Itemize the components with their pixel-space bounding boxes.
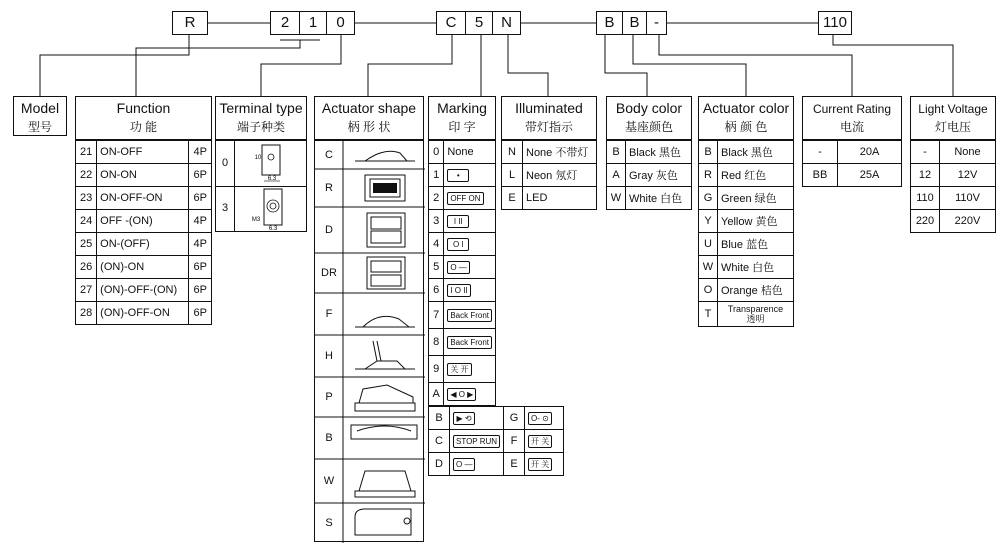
current-rating-header xyxy=(802,96,902,140)
code-cell: N xyxy=(492,11,521,35)
marking-icon: ◀ O ▶ xyxy=(447,388,476,401)
code-cell: C xyxy=(436,11,466,35)
actuator-color-code: W xyxy=(699,256,718,279)
current-rating-code: - xyxy=(803,141,838,164)
marking-icon: OFF ON xyxy=(447,192,483,205)
terminal-dim: 6.3 xyxy=(268,226,278,231)
actuator-color-label: Black 黑色 xyxy=(718,141,794,164)
actuator-color-code: G xyxy=(699,187,718,210)
function-title: Function xyxy=(116,100,171,116)
table-row xyxy=(607,164,692,187)
function-pins: 4P xyxy=(189,233,212,256)
light-voltage-code: - xyxy=(911,141,940,164)
marking-pairs-table xyxy=(428,406,564,476)
actuator-shape-header xyxy=(314,96,424,140)
actuator-color-label: White 白色 xyxy=(718,256,794,279)
current-rating-code: BB xyxy=(803,164,838,187)
light-voltage-label: 12V xyxy=(940,164,996,187)
table-row xyxy=(429,453,564,476)
table-row xyxy=(607,187,692,210)
function-pins: 6P xyxy=(189,256,212,279)
function-name: ON-OFF xyxy=(97,141,189,164)
actuator-color-title-zh: 柄 颜 色 xyxy=(724,120,768,134)
actuator-color-label: Yellow 黄色 xyxy=(718,210,794,233)
light-voltage-table xyxy=(910,140,996,233)
function-code: 24 xyxy=(76,210,97,233)
light-voltage-label: 110V xyxy=(940,187,996,210)
illuminated-header xyxy=(501,96,597,140)
light-voltage-code: 12 xyxy=(911,164,940,187)
body-color-table xyxy=(606,140,692,210)
actuator-color-label: Blue 蓝色 xyxy=(718,233,794,256)
model-header xyxy=(13,96,67,136)
actuator-color-code: B xyxy=(699,141,718,164)
actuator-color-code: O xyxy=(699,279,718,302)
terminal-dim: 10 xyxy=(254,155,262,161)
illuminated-code: E xyxy=(502,187,523,210)
marking-icon: 开 关 xyxy=(528,435,552,448)
illuminated-label: None 不带灯 xyxy=(523,141,597,164)
table-row xyxy=(502,141,597,164)
body-color-header xyxy=(606,96,692,140)
table-row xyxy=(699,302,794,327)
marking-code: E xyxy=(504,453,525,476)
body-color-title: Body color xyxy=(615,100,683,116)
shape-code: P xyxy=(325,391,333,403)
function-pins: 4P xyxy=(189,210,212,233)
shape-code: D xyxy=(325,224,333,236)
light-voltage-code: 220 xyxy=(911,210,940,233)
table-row xyxy=(429,233,496,256)
table-row xyxy=(911,164,996,187)
current-rating-title-zh: 电流 xyxy=(839,120,864,134)
table-row xyxy=(502,164,597,187)
terminal-header xyxy=(215,96,307,140)
body-color-code: B xyxy=(607,141,626,164)
terminal-code: 0 xyxy=(216,141,235,187)
current-rating-label: 20A xyxy=(838,141,902,164)
function-pins: 6P xyxy=(189,279,212,302)
code-cell: R xyxy=(172,11,208,35)
table-row xyxy=(911,187,996,210)
marking-icon: I O II xyxy=(447,284,470,297)
body-color-label: Gray 灰色 xyxy=(626,164,692,187)
table-row xyxy=(76,279,212,302)
marking-code: 1 xyxy=(429,164,444,187)
function-name: ON-OFF-ON xyxy=(97,187,189,210)
table-row xyxy=(429,383,496,406)
actuator-shape-title-zh: 柄 形 状 xyxy=(347,120,391,134)
function-code: 23 xyxy=(76,187,97,210)
light-voltage-code: 110 xyxy=(911,187,940,210)
table-row xyxy=(429,210,496,233)
shape-code: R xyxy=(325,182,333,194)
function-header xyxy=(75,96,212,140)
light-voltage-label: None xyxy=(940,141,996,164)
table-row xyxy=(699,256,794,279)
code-cell: 5 xyxy=(465,11,493,35)
function-code: 22 xyxy=(76,164,97,187)
table-row xyxy=(607,141,692,164)
marking-code: 5 xyxy=(429,256,444,279)
table-row xyxy=(76,233,212,256)
marking-icon: O I xyxy=(447,238,469,251)
actuator-color-code: R xyxy=(699,164,718,187)
marking-header xyxy=(428,96,496,140)
table-row xyxy=(76,302,212,325)
function-name: ON-(OFF) xyxy=(97,233,189,256)
body-color-title-zh: 基座颜色 xyxy=(624,120,673,134)
table-row xyxy=(699,164,794,187)
table-row xyxy=(699,233,794,256)
function-code: 28 xyxy=(76,302,97,325)
code-cell: - xyxy=(646,11,667,35)
actuator-color-label-zh: 透明 xyxy=(746,314,765,324)
actuator-color-code: U xyxy=(699,233,718,256)
function-pins: 6P xyxy=(189,302,212,325)
terminal-dim: 6.3 xyxy=(267,176,277,182)
function-name: ON-ON xyxy=(97,164,189,187)
shape-code: DR xyxy=(321,267,337,279)
table-row xyxy=(429,302,496,329)
terminal-dim: M3 xyxy=(251,217,261,223)
actuator-shape-title: Actuator shape xyxy=(321,100,417,116)
table-row xyxy=(429,430,564,453)
marking-icon: 开 关 xyxy=(528,458,552,471)
function-pins: 6P xyxy=(189,187,212,210)
actuator-color-label: Transparence xyxy=(727,304,784,314)
table-row xyxy=(429,329,496,356)
light-voltage-title-zh: 灯电压 xyxy=(934,120,971,134)
marking-code: F xyxy=(504,430,525,453)
actuator-color-label: Orange 桔色 xyxy=(718,279,794,302)
body-color-code: W xyxy=(607,187,626,210)
function-pins: 4P xyxy=(189,141,212,164)
marking-code: D xyxy=(429,453,450,476)
marking-code: 6 xyxy=(429,279,444,302)
shape-code: B xyxy=(325,432,333,444)
marking-code: 7 xyxy=(429,302,444,329)
light-voltage-label: 220V xyxy=(940,210,996,233)
table-row xyxy=(502,187,597,210)
code-cell: B xyxy=(596,11,623,35)
model-title-zh: 型号 xyxy=(27,120,52,134)
function-name: (ON)-OFF-ON xyxy=(97,302,189,325)
marking-code: 4 xyxy=(429,233,444,256)
model-title: Model xyxy=(20,100,60,116)
table-row xyxy=(429,187,496,210)
marking-code: G xyxy=(504,407,525,430)
marking-code: 9 xyxy=(429,356,444,383)
current-rating-title: Current Rating xyxy=(812,102,892,116)
illuminated-label: LED xyxy=(523,187,597,210)
actuator-color-title: Actuator color xyxy=(702,100,790,116)
terminal-drawing-3 xyxy=(234,186,306,231)
function-code: 25 xyxy=(76,233,97,256)
marking-icon: • xyxy=(447,169,469,182)
function-pins: 6P xyxy=(189,164,212,187)
light-voltage-header xyxy=(910,96,996,140)
table-row xyxy=(699,187,794,210)
actuator-color-code: Y xyxy=(699,210,718,233)
code-cell: 2 xyxy=(270,11,300,35)
table-row xyxy=(76,256,212,279)
body-color-label: White 白色 xyxy=(626,187,692,210)
code-cell: 0 xyxy=(326,11,355,35)
shape-code: C xyxy=(325,149,333,161)
marking-code: B xyxy=(429,407,450,430)
shape-code: S xyxy=(325,517,333,529)
shape-code: F xyxy=(325,308,333,320)
function-title-zh: 功 能 xyxy=(129,120,158,134)
marking-title: Marking xyxy=(437,100,487,116)
marking-code: 0 xyxy=(429,141,444,164)
function-name: (ON)-ON xyxy=(97,256,189,279)
table-row xyxy=(76,187,212,210)
actuator-color-header xyxy=(698,96,794,140)
function-code: 27 xyxy=(76,279,97,302)
body-color-code: A xyxy=(607,164,626,187)
illuminated-table xyxy=(501,140,597,210)
marking-code: C xyxy=(429,430,450,453)
function-code: 26 xyxy=(76,256,97,279)
current-rating-label: 25A xyxy=(838,164,902,187)
function-name: OFF -(ON) xyxy=(97,210,189,233)
terminal-drawing-0 xyxy=(234,141,306,187)
marking-icon: ▶ ⟲ xyxy=(453,412,475,425)
shape-code: H xyxy=(325,350,333,362)
actuator-color-code: T xyxy=(699,302,718,327)
marking-icon: 关 开 xyxy=(447,363,471,376)
table-row xyxy=(429,141,496,164)
code-cell: 1 xyxy=(299,11,327,35)
table-row xyxy=(803,141,902,164)
marking-icon: Back Front xyxy=(447,309,492,322)
marking-table xyxy=(428,140,496,406)
table-row xyxy=(911,210,996,233)
body-color-label: Black 黑色 xyxy=(626,141,692,164)
function-code: 21 xyxy=(76,141,97,164)
marking-code: A xyxy=(429,383,444,406)
marking-code: 3 xyxy=(429,210,444,233)
marking-icon: O — xyxy=(453,458,475,471)
table-row xyxy=(76,141,212,164)
marking-code: 2 xyxy=(429,187,444,210)
table-row xyxy=(429,279,496,302)
terminal-title-zh: 端子种类 xyxy=(236,120,285,134)
table-row xyxy=(76,210,212,233)
illuminated-title: Illuminated xyxy=(515,100,583,116)
illuminated-title-zh: 带灯指示 xyxy=(524,120,573,134)
table-row xyxy=(699,279,794,302)
terminal-code: 3 xyxy=(216,186,235,231)
code-cell: B xyxy=(622,11,647,35)
illuminated-label: Neon 氖灯 xyxy=(523,164,597,187)
actuator-shape-table xyxy=(314,140,424,542)
current-rating-table xyxy=(802,140,902,187)
table-row xyxy=(699,141,794,164)
illuminated-code: L xyxy=(502,164,523,187)
terminal-title: Terminal type xyxy=(219,100,303,116)
table-row xyxy=(429,164,496,187)
marking-icon: Back Front xyxy=(447,336,492,349)
marking-icon: STOP RUN xyxy=(453,435,500,448)
function-name: (ON)-OFF-(ON) xyxy=(97,279,189,302)
marking-icon: O — xyxy=(447,261,469,274)
marking-code: 8 xyxy=(429,329,444,356)
table-row xyxy=(429,407,564,430)
table-row xyxy=(429,356,496,383)
terminal-table xyxy=(215,140,307,232)
table-row xyxy=(76,164,212,187)
table-row xyxy=(699,210,794,233)
function-table xyxy=(75,140,212,325)
code-cell: 110 xyxy=(818,11,852,35)
marking-icon: O- ⊙ xyxy=(528,412,552,425)
actuator-color-table xyxy=(698,140,794,327)
table-row xyxy=(803,164,902,187)
marking-label: None xyxy=(444,141,496,164)
shape-code: W xyxy=(323,475,335,487)
table-row xyxy=(429,256,496,279)
marking-title-zh: 印 字 xyxy=(448,120,476,134)
illuminated-code: N xyxy=(502,141,523,164)
actuator-color-label: Green 绿色 xyxy=(718,187,794,210)
light-voltage-title: Light Voltage xyxy=(918,102,988,116)
marking-icon: I II xyxy=(447,215,469,228)
table-row xyxy=(911,141,996,164)
actuator-color-label: Red 红色 xyxy=(718,164,794,187)
